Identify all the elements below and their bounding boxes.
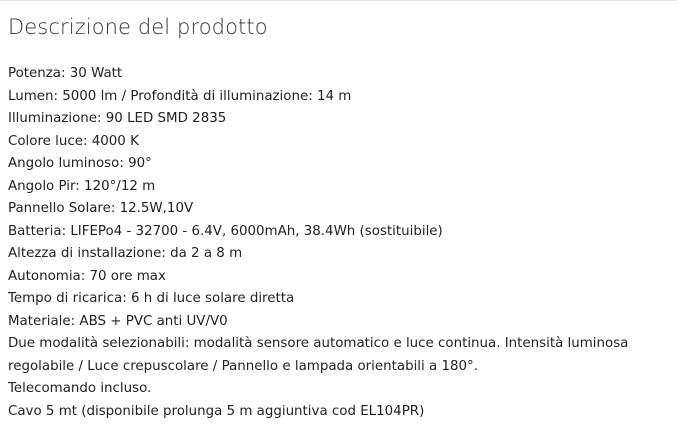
top-divider [0, 0, 677, 1]
spec-item-material: Materiale: ABS + PVC anti UV/V0 [8, 313, 228, 329]
spec-item-pir-angle: Angolo Pir: 120°/12 m [8, 178, 156, 194]
spec-item-power: Potenza: 30 Watt [8, 66, 123, 81]
section-title: Descrizione del prodotto [8, 15, 268, 39]
spec-item-install-height: Altezza di installazione: da 2 a 8 m [8, 246, 243, 261]
spec-item-remote: Telecomando incluso. [8, 381, 152, 396]
spec-item-modes: Due modalità selezionabili: modalità sensore automatico e luce continua. Intensità luminosa regolabile / Luce crepuscolare / Pannello e lampada orientabili a 180°. [8, 336, 629, 374]
spec-item-charge-time: Tempo di ricarica: 6 h di luce solare diretta [8, 291, 295, 306]
spec-item-lumen: Lumen: 5000 lm / Profondità di illuminazione: 14 m [8, 88, 352, 104]
spec-item-beam-angle: Angolo luminoso: 90° [8, 156, 152, 171]
spec-item-illumination: Illuminazione: 90 LED SMD 2835 [8, 111, 227, 126]
spec-item-cable: Cavo 5 mt (disponibile prolunga 5 m aggiuntiva cod EL104PR) [8, 403, 425, 419]
spec-item-solar-panel: Pannello Solare: 12.5W,10V [8, 201, 194, 216]
spec-item-light-color: Colore luce: 4000 K [8, 133, 139, 149]
product-spec-list [8, 63, 648, 423]
spec-item-autonomy: Autonomia: 70 ore max [8, 268, 166, 284]
spec-item-battery: Batteria: LIFEPo4 - 32700 - 6.4V, 6000mAh, 38.4Wh (sostituibile) [8, 223, 443, 239]
